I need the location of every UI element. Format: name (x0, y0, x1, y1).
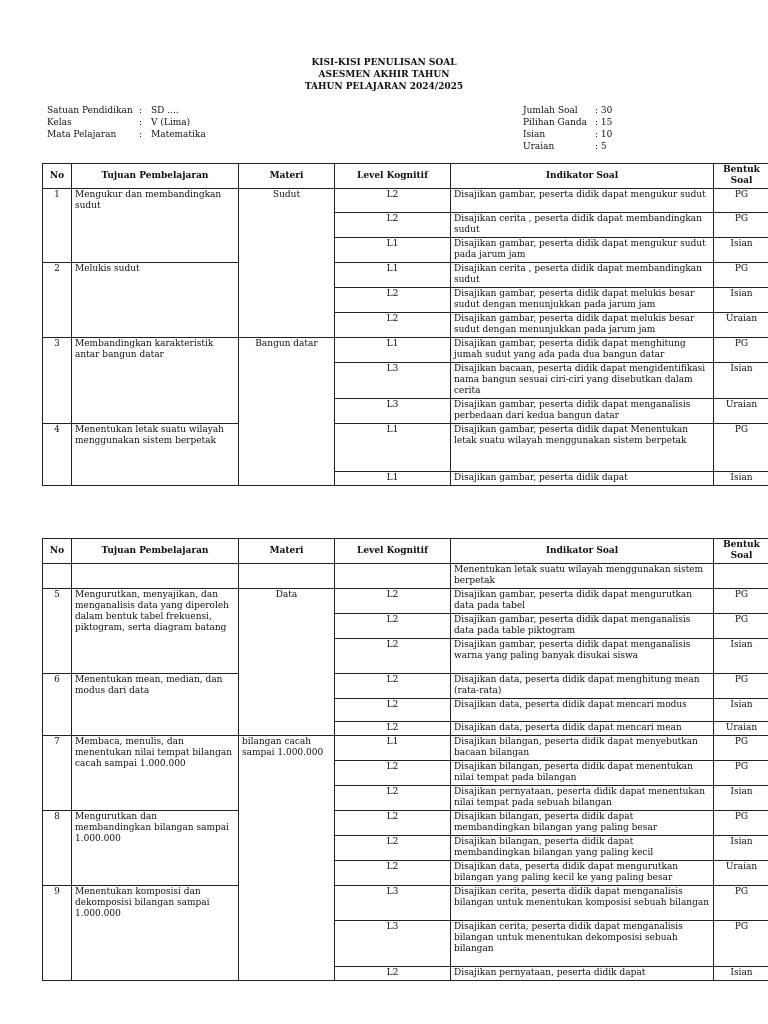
table-row (43, 674, 768, 699)
header-materi: Materi (239, 539, 335, 564)
cell-indikator: Disajikan gambar, peserta didik dapat mengukur sudut (451, 189, 714, 213)
cell-indikator: Disajikan gambar, peserta didik dapat Menentukan letak suatu wilayah menggunakan sistem berpetak (451, 424, 714, 472)
cell-tujuan: Mengurutkan dan membandingkan bilangan sampai 1.000.000 (72, 811, 239, 886)
cell-indikator: Menentukan letak suatu wilayah menggunakan sistem berpetak (451, 564, 714, 589)
cell-bentuk: Uraian (714, 313, 768, 338)
cell-level: L1 (335, 424, 451, 472)
cell-indikator: Disajikan cerita , peserta didik dapat membandingkan sudut (451, 263, 714, 288)
cell-indikator: Disajikan data, peserta didik dapat mengurutkan bilangan yang paling kecil ke yang paling besar (451, 861, 714, 886)
cell-level: L2 (335, 313, 451, 338)
cell-indikator: Disajikan data, peserta didik dapat mencari mean (451, 722, 714, 736)
cell-level: L3 (335, 399, 451, 424)
cell-level: L2 (335, 639, 451, 674)
school-info (47, 105, 206, 141)
cell-bentuk: Uraian (714, 722, 768, 736)
cell-tujuan: Mengurutkan, menyajikan, dan menganalisis data yang diperoleh dalam bentuk tabel frekuensi, piktogram, serta diagram batang (72, 589, 239, 674)
cell-no: 5 (43, 589, 72, 674)
info-row-pg: Pilihan Ganda : 15 (523, 118, 613, 128)
kisi-table-page-2 (42, 538, 768, 981)
cell-indikator: Disajikan gambar, peserta didik dapat mengukur sudut pada jarum jam (451, 238, 714, 263)
cell-level: L1 (335, 338, 451, 363)
cell-bentuk: PG (714, 263, 768, 288)
cell-indikator: Disajikan gambar, peserta didik dapat melukis besar sudut dengan menunjukkan pada jarum jam (451, 313, 714, 338)
cell-indikator: Disajikan cerita , peserta didik dapat membandingkan sudut (451, 213, 714, 238)
cell-level: L2 (335, 836, 451, 861)
cell-indikator: Disajikan bilangan, peserta didik dapat menentukan nilai tempat pada bilangan (451, 761, 714, 786)
cell-bentuk: Isian (714, 288, 768, 313)
cell-bentuk: PG (714, 338, 768, 363)
cell-bentuk: Isian (714, 836, 768, 861)
cell-indikator: Disajikan gambar, peserta didik dapat (451, 472, 714, 486)
cell-level: L2 (335, 967, 451, 981)
cell-bentuk: PG (714, 213, 768, 238)
cell-indikator: Disajikan bacaan, peserta didik dapat mengidentifikasi nama bangun sesuai ciri-ciri yang disebutkan dalam cerita (451, 363, 714, 399)
info-row-jumlah: Jumlah Soal : 30 (523, 106, 613, 116)
cell-materi: bilangan cacah sampai 1.000.000 (239, 736, 335, 981)
cell-indikator: Disajikan pernyataan, peserta didik dapat menentukan nilai tempat pada sebuah bilangan (451, 786, 714, 811)
table-row (43, 736, 768, 761)
cell-bentuk: Uraian (714, 861, 768, 886)
cell-no: 9 (43, 886, 72, 981)
cell-tujuan: Melukis sudut (72, 263, 239, 338)
header-tujuan: Tujuan Pembelajaran (72, 539, 239, 564)
cell-bentuk: Isian (714, 699, 768, 722)
cell-materi: Sudut (239, 189, 335, 338)
header-materi: Materi (239, 164, 335, 189)
header-no: No (43, 539, 72, 564)
cell-level: L1 (335, 263, 451, 288)
cell-bentuk (714, 564, 768, 589)
title-line-3: TAHUN PELAJARAN 2024/2025 (304, 82, 464, 92)
cell-tujuan: Menentukan komposisi dan dekomposisi bilangan sampai 1.000.000 (72, 886, 239, 981)
cell-indikator: Disajikan bilangan, peserta didik dapat membandingkan bilangan yang paling besar (451, 811, 714, 836)
cell-no: 3 (43, 338, 72, 424)
cell-bentuk: PG (714, 189, 768, 213)
cell-no (43, 564, 72, 589)
cell-materi: Data (239, 589, 335, 736)
cell-indikator: Disajikan data, peserta didik dapat mencari modus (451, 699, 714, 722)
cell-level: L2 (335, 786, 451, 811)
cell-bentuk: Isian (714, 967, 768, 981)
cell-tujuan (72, 564, 239, 589)
table-row (43, 589, 768, 614)
table-row (43, 263, 768, 288)
table-row (43, 564, 768, 589)
table-row (43, 811, 768, 836)
info-row-mapel: Mata Pelajaran : Matematika (47, 130, 206, 140)
header-indikator: Indikator Soal (451, 539, 714, 564)
cell-indikator: Disajikan cerita, peserta didik dapat menganalisis bilangan untuk menentukan dekomposisi sebuah bilangan (451, 921, 714, 967)
header-level: Level Kognitif (335, 164, 451, 189)
cell-level: L3 (335, 363, 451, 399)
table-header (43, 539, 768, 564)
cell-level: L2 (335, 761, 451, 786)
cell-bentuk: PG (714, 674, 768, 699)
header-tujuan: Tujuan Pembelajaran (72, 164, 239, 189)
cell-level: L2 (335, 614, 451, 639)
cell-level (335, 564, 451, 589)
cell-bentuk: PG (714, 761, 768, 786)
cell-indikator: Disajikan gambar, peserta didik dapat menghitung jumah sudut yang ada pada dua bangun datar (451, 338, 714, 363)
cell-indikator: Disajikan gambar, peserta didik dapat melukis besar sudut dengan menunjukkan pada jarum jam (451, 288, 714, 313)
cell-indikator: Disajikan gambar, peserta didik dapat mengurutkan data pada tabel (451, 589, 714, 614)
cell-bentuk: PG (714, 921, 768, 967)
header-no: No (43, 164, 72, 189)
table-row (43, 886, 768, 921)
cell-indikator: Disajikan bilangan, peserta didik dapat membandingkan bilangan yang paling kecil (451, 836, 714, 861)
cell-level: L3 (335, 886, 451, 921)
cell-level: L2 (335, 699, 451, 722)
cell-tujuan: Menentukan mean, median, dan modus dari data (72, 674, 239, 736)
cell-no: 6 (43, 674, 72, 736)
cell-bentuk: PG (714, 614, 768, 639)
header-bentuk: Bentuk Soal (714, 539, 768, 564)
cell-level: L1 (335, 472, 451, 486)
cell-level: L2 (335, 861, 451, 886)
cell-indikator: Disajikan gambar, peserta didik dapat menganalisis data pada table piktogram (451, 614, 714, 639)
info-row-satuan: Satuan Pendidikan : SD .... (47, 106, 179, 116)
cell-bentuk: PG (714, 811, 768, 836)
header-level: Level Kognitif (335, 539, 451, 564)
cell-bentuk: Isian (714, 639, 768, 674)
cell-tujuan: Menentukan letak suatu wilayah menggunakan sistem berpetak (72, 424, 239, 486)
cell-level: L1 (335, 238, 451, 263)
table-row (43, 424, 768, 472)
cell-bentuk: Isian (714, 786, 768, 811)
cell-level: L2 (335, 589, 451, 614)
cell-indikator: Disajikan gambar, peserta didik dapat menganalisis warna yang paling banyak disukai siswa (451, 639, 714, 674)
cell-level: L2 (335, 213, 451, 238)
header-bentuk: Bentuk Soal (714, 164, 768, 189)
cell-no: 4 (43, 424, 72, 486)
cell-level: L2 (335, 674, 451, 699)
title-line-2: ASESMEN AKHIR TAHUN (318, 70, 450, 80)
table-header (43, 164, 768, 189)
cell-tujuan: Mengukur dan membandingkan sudut (72, 189, 239, 263)
cell-level: L1 (335, 736, 451, 761)
cell-level: L2 (335, 189, 451, 213)
cell-indikator: Disajikan bilangan, peserta didik dapat menyebutkan bacaan bilangan (451, 736, 714, 761)
info-row-kelas: Kelas : V (Lima) (47, 118, 191, 128)
cell-materi (239, 564, 335, 589)
cell-indikator: Disajikan cerita, peserta didik dapat menganalisis bilangan untuk menentukan komposisi sebuah bilangan (451, 886, 714, 921)
cell-bentuk: Isian (714, 238, 768, 263)
kisi-table-page-1 (42, 163, 768, 486)
cell-tujuan: Membandingkan karakteristik antar bangun datar (72, 338, 239, 424)
table-row (43, 189, 768, 213)
cell-materi: Bangun datar (239, 338, 335, 486)
cell-indikator: Disajikan pernyataan, peserta didik dapat (451, 967, 714, 981)
header-indikator: Indikator Soal (451, 164, 714, 189)
cell-no: 1 (43, 189, 72, 263)
document-title (0, 57, 768, 93)
cell-indikator: Disajikan gambar, peserta didik dapat menganalisis perbedaan dari kedua bangun datar (451, 399, 714, 424)
cell-no: 2 (43, 263, 72, 338)
cell-bentuk: Isian (714, 363, 768, 399)
cell-level: L2 (335, 722, 451, 736)
title-line-1: KISI-KISI PENULISAN SOAL (311, 58, 457, 68)
info-row-isian: Isian : 10 (523, 130, 613, 140)
cell-tujuan: Membaca, menulis, dan menentukan nilai tempat bilangan cacah sampai 1.000.000 (72, 736, 239, 811)
cell-no: 7 (43, 736, 72, 811)
info-row-uraian: Uraian : 5 (523, 142, 607, 152)
cell-level: L2 (335, 811, 451, 836)
cell-bentuk: PG (714, 424, 768, 472)
cell-bentuk: PG (714, 589, 768, 614)
cell-level: L3 (335, 921, 451, 967)
cell-bentuk: PG (714, 736, 768, 761)
cell-no: 8 (43, 811, 72, 886)
cell-bentuk: Isian (714, 472, 768, 486)
table-row (43, 338, 768, 363)
cell-level: L2 (335, 288, 451, 313)
question-count-info (523, 105, 612, 153)
cell-indikator: Disajikan data, peserta didik dapat menghitung mean (rata-rata) (451, 674, 714, 699)
cell-bentuk: PG (714, 886, 768, 921)
cell-bentuk: Uraian (714, 399, 768, 424)
